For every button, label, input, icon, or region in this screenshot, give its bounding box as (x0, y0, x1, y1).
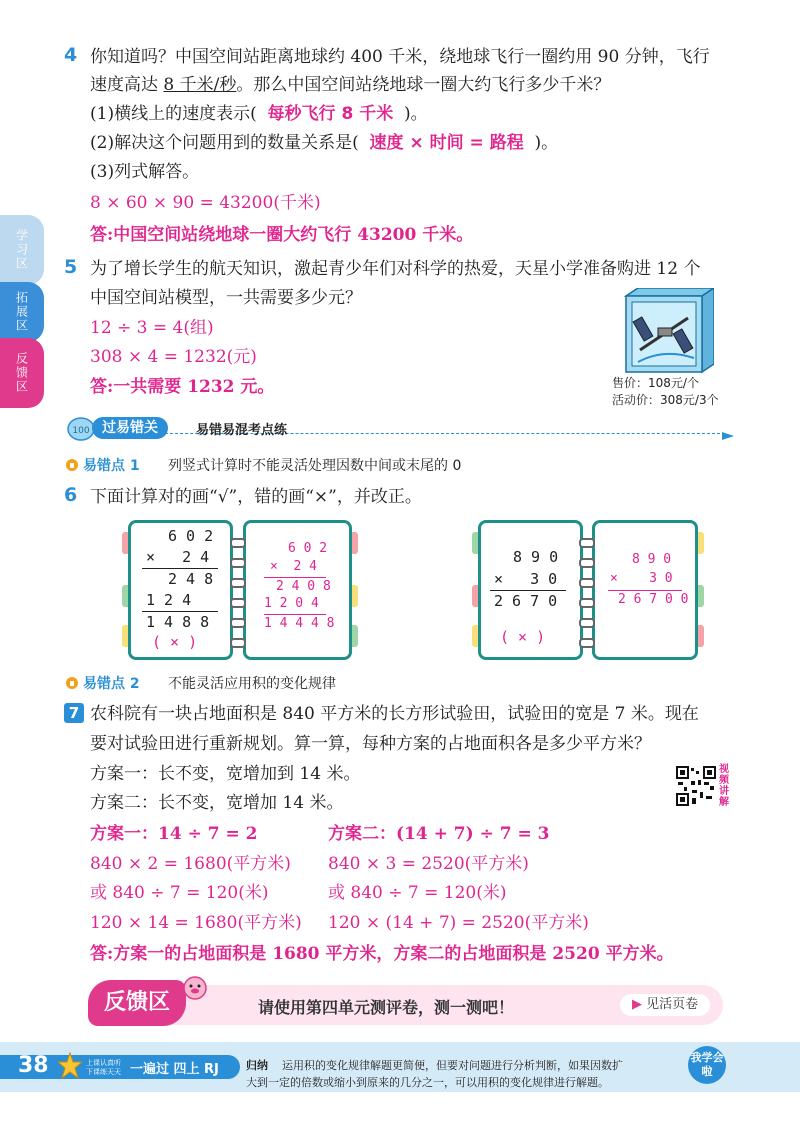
learned-badge: 我学会啦 (688, 1046, 726, 1084)
calc-rule (142, 611, 218, 612)
correction-line: × 2 4 (270, 559, 317, 574)
question-number: 6 (64, 484, 78, 506)
error-point-text: 不能灵活应用积的变化规律 (168, 676, 336, 692)
promo-price-label: 活动价：308元/3个 (612, 393, 719, 407)
binder-ring (230, 558, 246, 568)
answer-calc: 12 ÷ 3 = 4(组) (90, 318, 214, 338)
space-station-box-image (618, 288, 714, 374)
binder-ring (230, 598, 246, 608)
sub-question: (2)解决这个问题用到的数量关系是( 速度 × 时间 = 路程 )。 (90, 133, 559, 153)
binder-ring (579, 558, 595, 568)
binder-ring (579, 598, 595, 608)
bulb-icon (65, 675, 79, 689)
sub-question: (1)横线上的速度表示( 每秒飞行 8 千米 )。 (90, 104, 428, 124)
binder-ring (579, 538, 595, 548)
vertical-calc-line: 2 4 8 (168, 570, 214, 588)
section-subtitle: 易错易混考点练 (196, 423, 288, 438)
side-tab-expand: 拓展区 (0, 282, 44, 342)
answer-statement: 答:方案一的占地面积是 1680 平方米，方案二的占地面积是 2520 平方米。 (90, 944, 674, 964)
answer-text: 速度 × 时间 = 路程 (369, 133, 524, 153)
calc-rule (142, 568, 218, 569)
question-text: 你知道吗？中国空间站距离地球约 400 千米，绕地球飞行一圈约用 90 分钟，飞行 (90, 47, 710, 67)
question-text: 速度高达 8 千米/秒。那么中国空间站绕地球一圈大约飞行多少千米？ (90, 75, 611, 95)
page-number: 38 (18, 1053, 49, 1078)
binder-ring (230, 538, 246, 548)
answer-calc: 308 × 4 = 1232(元) (90, 347, 257, 367)
vertical-calc-line: 1 2 4 (146, 591, 192, 609)
summary-text: 运用积的变化规律解题更简便，但要对问题进行分析判断，如果因数扩 (282, 1059, 623, 1072)
error-point-text: 列竖式计算时不能灵活处理因数中间或末尾的 0 (168, 458, 462, 474)
question-text: 为了增长学生的航天知识，激起青少年们对科学的热爱，天星小学准备购进 12 个 (90, 259, 701, 279)
star-mascot-icon (58, 1052, 82, 1080)
solution-line: 或 840 ÷ 7 = 120(米) (328, 883, 507, 903)
svg-text:100: 100 (72, 426, 90, 436)
judgement-mark: ( × ) (152, 633, 198, 651)
sub-question: (3)列式解答。 (90, 162, 200, 182)
vertical-calc-line: 1 4 8 8 (146, 613, 210, 631)
summary-label: 归纳 (246, 1059, 268, 1072)
arrow-icon (722, 427, 734, 439)
feedback-title: 反馈区 (88, 980, 186, 1026)
calc-rule (608, 590, 682, 591)
correction-line: 2 6 7 0 0 (618, 592, 689, 607)
correction-line: 1 4 4 4 8 (264, 616, 335, 631)
side-tab-feedback: 反馈区 (0, 338, 44, 408)
question-text: 中国空间站模型，一共需要多少元？ (90, 288, 362, 308)
answer-statement: 答:中国空间站绕地球一圈大约飞行 43200 千米。 (90, 225, 474, 245)
error-point-label: 易错点 1 (83, 458, 140, 474)
question-text: 下面计算对的画“√”，错的画“×”，并改正。 (90, 487, 422, 507)
feedback-text: 请使用第四单元测评卷，测一测吧！ (258, 998, 515, 1017)
solution-line: 840 × 3 = 2520(平方米) (328, 854, 529, 874)
correction-line: 8 9 0 (632, 552, 672, 567)
brand-name: 一遍过 四上 RJ (130, 1062, 219, 1077)
vertical-calc-line: 6 0 2 (168, 527, 214, 545)
video-label: 视频讲解 (719, 764, 729, 808)
correction-line: 1 2 0 4 (264, 596, 319, 611)
side-tab-study: 学习区 (0, 215, 44, 285)
brand-slogan: 上课认真听 (86, 1059, 121, 1067)
bulb-icon (65, 457, 79, 471)
pig-mascot-icon (180, 974, 210, 1000)
summary-text: 大到一定的倍数或缩小到原来的几分之一，可以用积的变化规律进行解题。 (246, 1076, 609, 1089)
binder-ring (230, 638, 246, 648)
binder-ring (579, 578, 595, 588)
question-text: 农科院有一块占地面积是 840 平方米的长方形试验田，试验田的宽是 7 米。现在 (90, 704, 699, 724)
answer-statement: 答:一共需要 1232 元。 (90, 377, 275, 397)
plan-text: 方案二：长不变，宽增加 14 米。 (90, 793, 344, 813)
see-worksheet-button[interactable] (620, 994, 710, 1016)
qr-code-icon[interactable] (676, 766, 716, 806)
vertical-calc-line: 8 9 0 (513, 548, 559, 566)
solution-line: 840 × 2 = 1680(平方米) (90, 854, 291, 874)
binder-ring (230, 618, 246, 628)
vertical-calc-line: × 2 4 (146, 548, 210, 566)
answer-calc: 8 × 60 × 90 = 43200(千米) (90, 193, 321, 213)
play-arrow-icon: ▶ (632, 997, 642, 1012)
see-worksheet-label: 见活页卷 (646, 997, 699, 1012)
underlined-speed: 8 千米/秒 (163, 75, 237, 95)
calc-rule (490, 590, 566, 591)
question-number: 4 (64, 44, 78, 66)
binder-ring (579, 638, 595, 648)
correction-line: 6 0 2 (288, 541, 328, 556)
solution-line: 方案一：14 ÷ 7 = 2 (90, 824, 258, 844)
vertical-calc-line: 2 6 7 0 (494, 592, 558, 610)
judgement-mark: ( × ) (500, 628, 546, 646)
section-title: 过易错关 (92, 417, 168, 439)
question-number-badge: 7 (64, 703, 84, 723)
question-text: 要对试验田进行重新规划。算一算，每种方案的占地面积各是多少平方米？ (90, 734, 651, 754)
correction-line: × 3 0 (610, 571, 673, 586)
price-label: 售价：108元/个 (612, 376, 699, 390)
binder-ring (230, 578, 246, 588)
calc-rule (264, 577, 326, 578)
plan-text: 方案一：长不变，宽增加到 14 米。 (90, 764, 361, 784)
solution-line: 或 840 ÷ 7 = 120(米) (90, 883, 269, 903)
calc-rule (264, 614, 326, 615)
solution-line: 120 × 14 = 1680(平方米) (90, 913, 302, 933)
brand-slogan: 下课练天天 (86, 1068, 121, 1076)
question-number: 5 (64, 256, 78, 278)
error-point-label: 易错点 2 (83, 676, 140, 692)
solution-line: 120 × (14 + 7) = 2520(平方米) (328, 913, 589, 933)
vertical-calc-line: × 3 0 (494, 570, 558, 588)
correction-line: 2 4 0 8 (276, 579, 331, 594)
solution-line: 方案二：(14 + 7) ÷ 7 = 3 (328, 824, 550, 844)
answer-text: 每秒飞行 8 千米 (267, 104, 394, 124)
binder-ring (579, 618, 595, 628)
